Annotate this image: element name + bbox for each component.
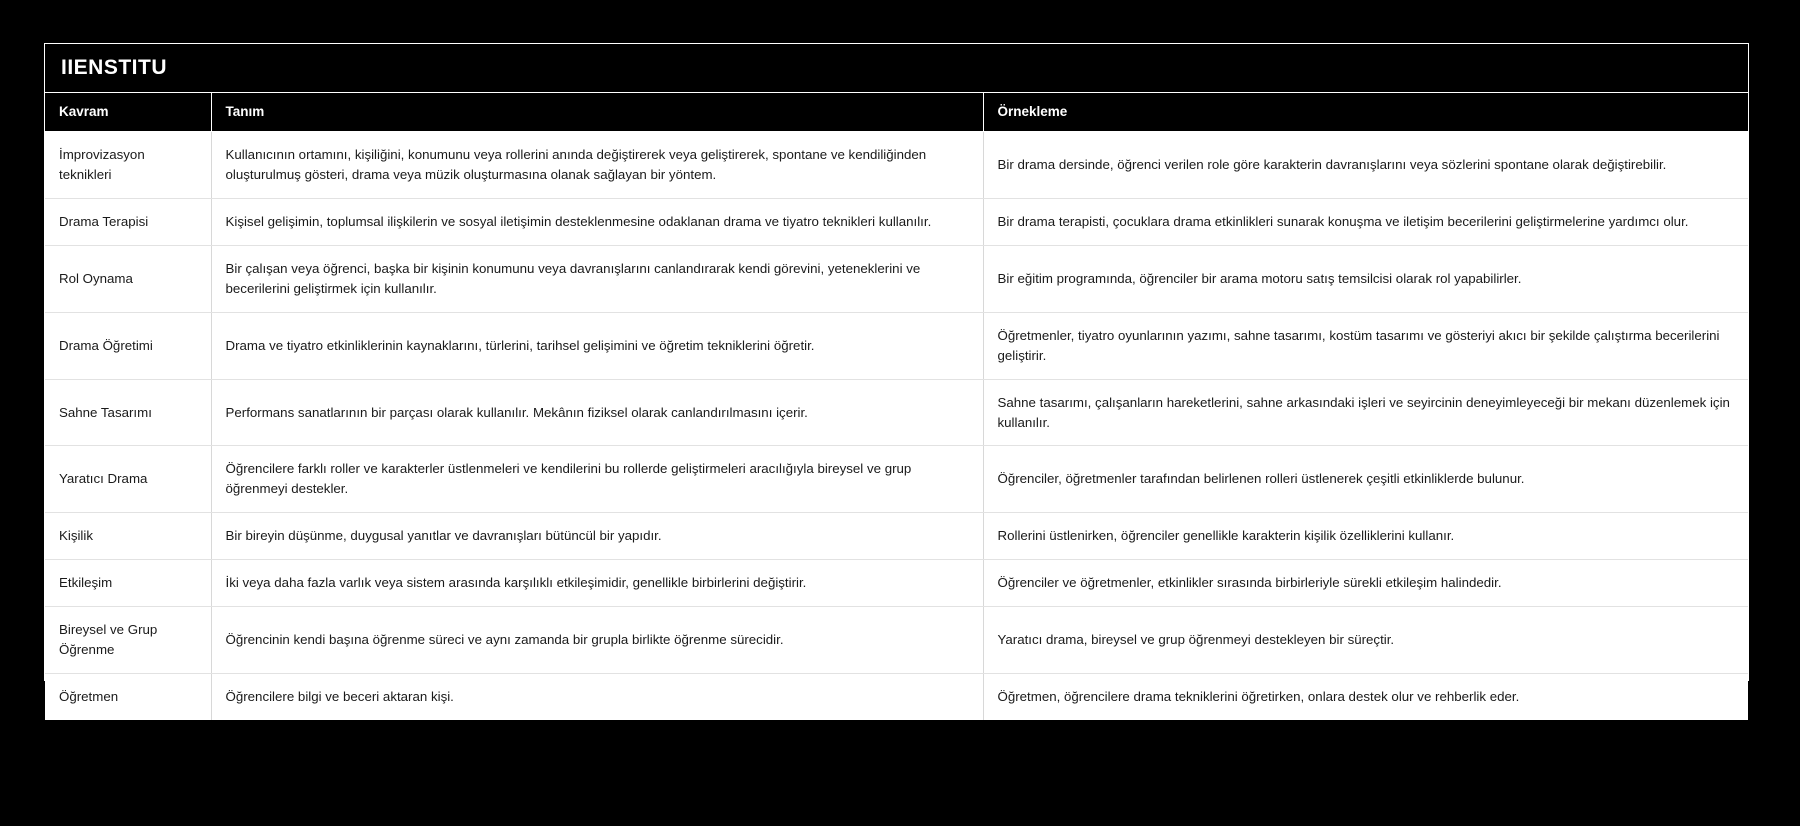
cell-tanim: Kişisel gelişimin, toplumsal ilişkilerin ve sosyal iletişimin desteklenmesine odaklanan drama ve tiyatro teknikleri kullanılır. bbox=[211, 198, 983, 245]
table-header bbox=[45, 93, 1748, 132]
cell-ornekleme: Rollerini üstlenirken, öğrenciler genellikle karakterin kişilik özelliklerini kullanır. bbox=[983, 513, 1748, 560]
cell-ornekleme: Bir drama terapisti, çocuklara drama etkinlikleri sunarak konuşma ve iletişim becerilerini geliştirmelerine yardımcı olur. bbox=[983, 198, 1748, 245]
cell-tanim: Drama ve tiyatro etkinliklerinin kaynaklarını, türlerini, tarihsel gelişimini ve öğretim tekniklerini öğretir. bbox=[211, 312, 983, 379]
table-row bbox=[45, 674, 1748, 720]
table-row bbox=[45, 379, 1748, 446]
cell-kavram: Kişilik bbox=[45, 513, 211, 560]
concept-table-container bbox=[44, 43, 1749, 705]
cell-ornekleme: Öğretmenler, tiyatro oyunlarının yazımı, sahne tasarımı, kostüm tasarımı ve gösteriyi akıcı bir şekilde çalıştırma becerilerini geliştirir. bbox=[983, 312, 1748, 379]
cell-tanim: İki veya daha fazla varlık veya sistem arasında karşılıklı etkileşimidir, genellikle birbirlerini değiştirir. bbox=[211, 560, 983, 607]
concept-table bbox=[45, 93, 1748, 720]
cell-ornekleme: Öğrenciler ve öğretmenler, etkinlikler sırasında birbirleriyle sürekli etkileşim halindedir. bbox=[983, 560, 1748, 607]
cell-kavram: Drama Öğretimi bbox=[45, 312, 211, 379]
column-header-ornekleme: Örnekleme bbox=[983, 93, 1748, 132]
cell-tanim: Bir çalışan veya öğrenci, başka bir kişinin konumunu veya davranışlarını canlandırarak kendi görevini, yeteneklerini ve becerilerini geliştirmek için kullanılır. bbox=[211, 245, 983, 312]
cell-ornekleme: Sahne tasarımı, çalışanların hareketlerini, sahne arkasındaki işleri ve seyircinin deneyimleyeceği bir mekanı düzenlemek için kullanılır. bbox=[983, 379, 1748, 446]
brand-title: IIENSTITU bbox=[61, 56, 168, 79]
cell-tanim: Öğrencinin kendi başına öğrenme süreci ve aynı zamanda bir grupla birlikte öğrenme sürecidir. bbox=[211, 607, 983, 674]
table-header-row bbox=[45, 93, 1748, 132]
cell-kavram: Rol Oynama bbox=[45, 245, 211, 312]
cell-ornekleme: Öğretmen, öğrencilere drama tekniklerini öğretirken, onlara destek olur ve rehberlik eder. bbox=[983, 674, 1748, 720]
cell-ornekleme: Öğrenciler, öğretmenler tarafından belirlenen rolleri üstlenerek çeşitli etkinliklerde bulunur. bbox=[983, 446, 1748, 513]
cell-kavram: Sahne Tasarımı bbox=[45, 379, 211, 446]
table-row bbox=[45, 132, 1748, 199]
brand-bar bbox=[45, 44, 1748, 93]
cell-kavram: Öğretmen bbox=[45, 674, 211, 720]
cell-ornekleme: Bir drama dersinde, öğrenci verilen role göre karakterin davranışlarını veya sözlerini spontane olarak değiştirebilir. bbox=[983, 132, 1748, 199]
cell-tanim: Öğrencilere bilgi ve beceri aktaran kişi. bbox=[211, 674, 983, 720]
table-row bbox=[45, 245, 1748, 312]
table-row bbox=[45, 446, 1748, 513]
column-header-kavram: Kavram bbox=[45, 93, 211, 132]
cell-tanim: Performans sanatlarının bir parçası olarak kullanılır. Mekânın fiziksel olarak canlandırılmasını içerir. bbox=[211, 379, 983, 446]
table-row bbox=[45, 560, 1748, 607]
table-row bbox=[45, 198, 1748, 245]
cell-kavram: Drama Terapisi bbox=[45, 198, 211, 245]
cell-tanim: Kullanıcının ortamını, kişiliğini, konumunu veya rollerini anında değiştirerek veya geliştirerek, spontane ve kendiliğinden oluşturulmuş gösteri, drama veya müzik oluşturmasına olanak sağlayan bir yöntem. bbox=[211, 132, 983, 199]
cell-kavram: Bireysel ve Grup Öğrenme bbox=[45, 607, 211, 674]
table-row bbox=[45, 312, 1748, 379]
cell-ornekleme: Yaratıcı drama, bireysel ve grup öğrenmeyi destekleyen bir süreçtir. bbox=[983, 607, 1748, 674]
cell-kavram: İmprovizasyon teknikleri bbox=[45, 132, 211, 199]
table-row bbox=[45, 607, 1748, 674]
cell-kavram: Yaratıcı Drama bbox=[45, 446, 211, 513]
table-row bbox=[45, 513, 1748, 560]
cell-tanim: Öğrencilere farklı roller ve karakterler üstlenmeleri ve kendilerini bu rollerde geliştirmeleri aracılığıyla bireysel ve grup öğrenmeyi destekler. bbox=[211, 446, 983, 513]
cell-ornekleme: Bir eğitim programında, öğrenciler bir arama motoru satış temsilcisi olarak rol yapabilirler. bbox=[983, 245, 1748, 312]
cell-kavram: Etkileşim bbox=[45, 560, 211, 607]
column-header-tanim: Tanım bbox=[211, 93, 983, 132]
table-body bbox=[45, 132, 1748, 721]
cell-tanim: Bir bireyin düşünme, duygusal yanıtlar ve davranışları bütüncül bir yapıdır. bbox=[211, 513, 983, 560]
